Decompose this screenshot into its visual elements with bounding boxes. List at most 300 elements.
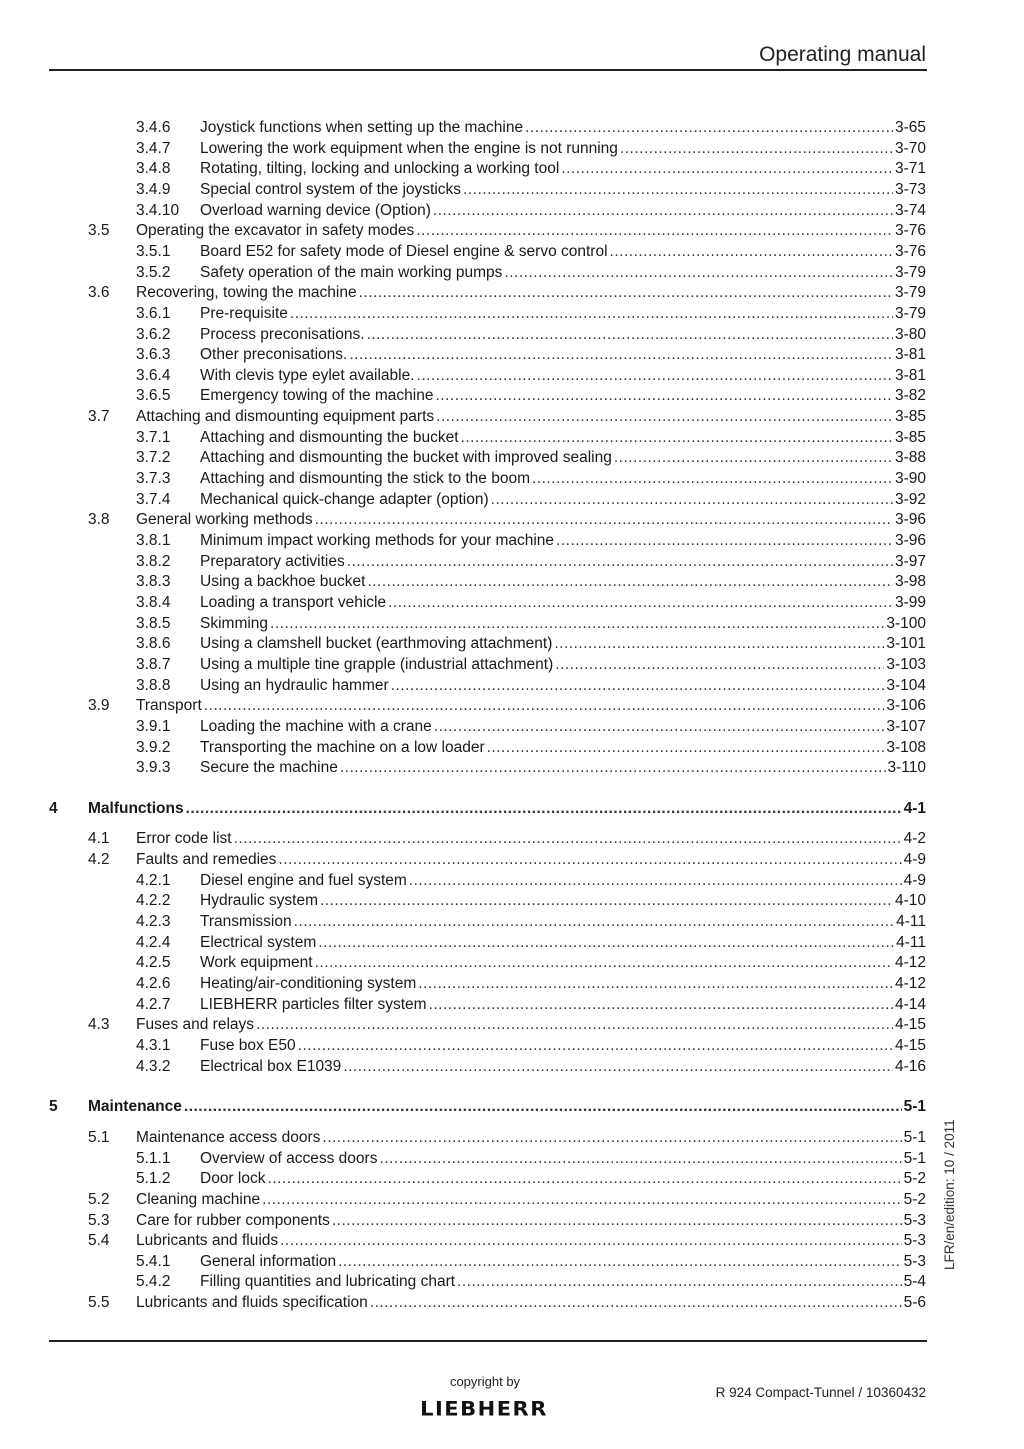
toc-page-number: 3-99 xyxy=(894,593,926,611)
toc-title: Board E52 for safety mode of Diesel engine & servo control xyxy=(200,242,608,260)
toc-entry-line xyxy=(200,366,926,386)
toc-title: Using an hydraulic hammer xyxy=(200,676,389,694)
dot-leader xyxy=(463,180,893,200)
toc-entry-line xyxy=(136,407,926,427)
dot-leader xyxy=(554,634,884,654)
dot-leader xyxy=(280,1231,901,1251)
toc-title: Maintenance access doors xyxy=(136,1128,321,1146)
toc-entry-line xyxy=(88,799,926,819)
document-id: R 924 Compact-Tunnel / 10360432 xyxy=(715,1385,926,1400)
dot-leader xyxy=(491,490,893,510)
toc-page-number: 3-101 xyxy=(886,635,926,653)
toc-entry[interactable] xyxy=(0,407,1024,427)
dot-leader xyxy=(620,139,893,159)
toc-entry-line xyxy=(200,1252,926,1272)
toc-title: Emergency towing of the machine xyxy=(200,387,434,405)
toc-number: 3.9 xyxy=(88,697,110,715)
toc-title: Faults and remedies xyxy=(136,851,277,869)
dot-leader xyxy=(349,345,893,365)
toc-page-number: 3-70 xyxy=(894,139,926,157)
toc-page-number: 5-1 xyxy=(903,1149,926,1167)
dot-leader xyxy=(332,1211,902,1231)
dot-leader xyxy=(359,283,893,303)
toc-page-number: 3-74 xyxy=(894,201,926,219)
toc-entry[interactable] xyxy=(0,510,1024,530)
footer-rule xyxy=(49,1340,927,1342)
toc-title: Pre-requisite xyxy=(200,304,288,322)
toc-title: General working methods xyxy=(136,511,313,529)
toc-page-number: 3-85 xyxy=(894,428,926,446)
toc-entry[interactable] xyxy=(0,531,1024,551)
toc-number: 4.2.5 xyxy=(136,954,171,972)
toc-entry-line xyxy=(200,1272,926,1292)
toc-title: Safety operation of the main working pumps xyxy=(200,263,503,281)
toc-page-number: 3-79 xyxy=(894,263,926,281)
toc-page-number: 5-1 xyxy=(903,1128,926,1146)
toc-page-number: 3-110 xyxy=(887,759,926,777)
toc-title: Lowering the work equipment when the engine is not running xyxy=(200,139,618,157)
toc-number: 3.7.2 xyxy=(136,449,171,467)
dot-leader xyxy=(457,1272,902,1292)
page-header-title: Operating manual xyxy=(759,43,926,66)
toc-title: Diesel engine and fuel system xyxy=(200,871,407,889)
toc-entry[interactable] xyxy=(0,572,1024,592)
toc-chapter[interactable] xyxy=(0,1097,1024,1117)
toc-entry[interactable] xyxy=(0,490,1024,510)
toc-page-number: 4-12 xyxy=(894,975,926,992)
toc-number: 3.9.3 xyxy=(136,759,171,777)
toc-entry[interactable] xyxy=(0,448,1024,468)
toc-number: 3.8.6 xyxy=(136,635,171,653)
toc-page-number: 4-10 xyxy=(894,892,926,910)
dot-leader xyxy=(234,829,902,849)
toc-entry-line xyxy=(136,283,926,303)
toc-number: 3.8.3 xyxy=(136,573,171,591)
toc-entry-line xyxy=(136,696,926,716)
toc-number: 4.2.2 xyxy=(136,892,171,910)
toc-entry-line xyxy=(200,386,926,406)
toc-page-number: 3-65 xyxy=(894,119,926,136)
dot-leader xyxy=(278,850,901,870)
toc-page-number: 5-4 xyxy=(903,1273,926,1291)
toc-page-number: 4-15 xyxy=(894,1036,926,1054)
toc-entry-line xyxy=(136,1231,926,1251)
toc-title: Error code list xyxy=(136,830,232,848)
toc-entry[interactable] xyxy=(0,263,1024,283)
toc-title: Using a clamshell bucket (earthmoving attachment) xyxy=(200,635,553,653)
dot-leader xyxy=(436,407,893,427)
toc-title: Using a backhoe bucket xyxy=(200,573,366,591)
toc-entry[interactable] xyxy=(0,850,1024,870)
toc-entry[interactable] xyxy=(0,1211,1024,1231)
toc-entry[interactable] xyxy=(0,871,1024,891)
toc-number: 5.1.2 xyxy=(136,1170,171,1188)
toc-page-number: 3-100 xyxy=(886,614,926,632)
toc-entry[interactable] xyxy=(0,159,1024,179)
toc-number: 3.7.4 xyxy=(136,490,171,508)
dot-leader xyxy=(347,552,893,572)
logo-wordmark: LIEBHERR xyxy=(420,1397,548,1421)
toc-title: LIEBHERR particles filter system xyxy=(200,995,427,1013)
toc-page-number: 3-107 xyxy=(886,717,926,735)
toc-page-number: 5-2 xyxy=(903,1170,926,1188)
toc-page-number: 5-2 xyxy=(903,1190,926,1208)
toc-page-number: 3-103 xyxy=(886,655,926,673)
toc-title: Special control system of the joysticks xyxy=(200,180,462,198)
toc-entry[interactable] xyxy=(0,1169,1024,1189)
toc-number: 3.8.8 xyxy=(136,676,171,694)
toc-title: Using a multiple tine grapple (industrial attachment) xyxy=(200,655,554,673)
toc-page-number: 3-106 xyxy=(886,697,926,715)
toc-entry-line xyxy=(200,634,926,654)
toc-title: Fuses and relays xyxy=(136,1016,255,1034)
dot-leader xyxy=(322,1128,901,1148)
toc-number: 3.6.4 xyxy=(136,366,171,384)
toc-title: Filling quantities and lubricating chart xyxy=(200,1273,456,1291)
dot-leader xyxy=(610,242,893,262)
toc-entry[interactable] xyxy=(0,829,1024,849)
dot-leader xyxy=(532,469,893,489)
toc-number: 3.7.3 xyxy=(136,470,171,488)
dot-leader xyxy=(417,366,893,386)
toc-entry-line xyxy=(136,1190,926,1210)
toc-page-number: 4-11 xyxy=(896,933,926,951)
toc-number: 4.1 xyxy=(88,830,110,848)
toc-entry[interactable] xyxy=(0,696,1024,716)
toc-title: Cleaning machine xyxy=(136,1190,261,1208)
toc-entry[interactable] xyxy=(0,912,1024,932)
toc-entry-line xyxy=(136,829,926,849)
toc-entry[interactable] xyxy=(0,1293,1024,1313)
toc-number: 5.2 xyxy=(88,1190,110,1208)
toc-entry[interactable] xyxy=(0,593,1024,613)
toc-page-number: 4-12 xyxy=(894,954,926,972)
toc-entry[interactable] xyxy=(0,366,1024,386)
toc-page-number: 3-88 xyxy=(894,449,926,467)
toc-title: Lubricants and fluids specification xyxy=(136,1294,368,1312)
dot-leader xyxy=(388,593,893,613)
toc-entry-line xyxy=(200,325,926,345)
dot-leader xyxy=(556,531,893,551)
toc-page-number: 3-80 xyxy=(894,325,926,343)
toc-title: Loading the machine with a crane xyxy=(200,717,432,735)
toc-page-number: 3-71 xyxy=(894,160,926,178)
toc-number: 5.1.1 xyxy=(136,1149,171,1167)
toc-page-number: 5-3 xyxy=(903,1211,926,1229)
toc-title: Work equipment xyxy=(200,954,313,972)
dot-leader xyxy=(391,676,885,696)
toc-title: Overload warning device (Option) xyxy=(200,201,431,219)
toc-entry-line xyxy=(200,448,926,468)
toc-number: 4.2.7 xyxy=(136,995,171,1013)
toc-page-number: 3-76 xyxy=(894,222,926,240)
toc-entry[interactable] xyxy=(0,1057,1024,1077)
toc-page-number: 3-92 xyxy=(894,490,926,508)
toc-entry[interactable] xyxy=(0,1149,1024,1169)
toc-page-number: 3-90 xyxy=(894,470,926,488)
toc-entry-line xyxy=(200,738,926,758)
toc-number: 5.4.2 xyxy=(136,1273,171,1291)
toc-entry-line xyxy=(136,1128,926,1148)
toc-title: Malfunctions xyxy=(88,799,184,817)
edition-note: LFR/en/edition: 10 / 2011 xyxy=(942,1119,957,1270)
toc-page-number: 5-3 xyxy=(903,1232,926,1250)
toc-entry-line xyxy=(200,1036,926,1056)
toc-page-number: 4-15 xyxy=(894,1016,926,1034)
toc-entry-line xyxy=(200,428,926,448)
toc-entry[interactable] xyxy=(0,345,1024,365)
toc-title: Loading a transport vehicle xyxy=(200,593,387,611)
toc-entry-line xyxy=(88,1097,926,1117)
dot-leader xyxy=(315,510,893,530)
toc-entry[interactable] xyxy=(0,1190,1024,1210)
dot-leader xyxy=(555,655,884,675)
dot-leader xyxy=(379,1149,901,1169)
toc-page-number: 3-96 xyxy=(894,532,926,549)
toc-number: 3.5 xyxy=(88,222,110,240)
toc-page-number: 3-104 xyxy=(886,676,926,694)
toc-number: 3.6.1 xyxy=(136,304,171,322)
toc-entry[interactable] xyxy=(0,242,1024,262)
toc-entry-line xyxy=(200,593,926,613)
toc-title: Door lock xyxy=(200,1170,266,1188)
toc-number: 5.5 xyxy=(88,1294,110,1312)
toc-entry-line xyxy=(200,676,926,696)
toc-number: 4.3.1 xyxy=(136,1036,171,1054)
toc-number: 3.6.5 xyxy=(136,387,171,405)
toc-number: 3.7.1 xyxy=(136,428,171,446)
toc-entry[interactable] xyxy=(0,933,1024,953)
dot-leader xyxy=(340,758,886,778)
toc-number: 3.5.2 xyxy=(136,263,171,281)
dot-leader xyxy=(487,738,885,758)
toc-page-number: 4-9 xyxy=(903,851,926,869)
dot-leader xyxy=(270,614,884,634)
dot-leader xyxy=(367,572,893,592)
toc-number: 5 xyxy=(49,1098,58,1116)
dot-leader xyxy=(561,159,893,179)
toc-entry-line xyxy=(200,655,926,675)
toc-entry-line xyxy=(136,221,926,241)
toc-title: Electrical box E1039 xyxy=(200,1057,342,1075)
toc-entry[interactable] xyxy=(0,552,1024,572)
toc-title: Skimming xyxy=(200,614,269,632)
dot-leader xyxy=(367,325,893,345)
toc-entry[interactable] xyxy=(0,891,1024,911)
dot-leader xyxy=(434,717,885,737)
toc-number: 3.9.2 xyxy=(136,738,171,756)
toc-page-number: 3-81 xyxy=(894,366,926,384)
toc-number: 5.1 xyxy=(88,1128,110,1146)
copyright-label: copyright by xyxy=(449,1374,521,1389)
dot-leader xyxy=(294,912,895,932)
toc-title: Heating/air-conditioning system xyxy=(200,975,417,992)
dot-leader xyxy=(461,428,893,448)
toc-title: With clevis type eylet available. xyxy=(200,366,415,384)
dot-leader xyxy=(370,1293,902,1313)
toc-entry-line xyxy=(200,159,926,179)
toc-title: Hydraulic system xyxy=(200,892,318,910)
toc-number: 4 xyxy=(49,799,58,817)
toc-page-number: 3-81 xyxy=(894,346,926,364)
toc-entry[interactable] xyxy=(0,325,1024,345)
toc-entry[interactable] xyxy=(0,717,1024,737)
toc-entry[interactable] xyxy=(0,201,1024,221)
toc-entry-line xyxy=(200,139,926,159)
dot-leader xyxy=(418,974,893,994)
toc-page-number: 3-79 xyxy=(894,284,926,302)
toc-entry-line xyxy=(200,201,926,221)
toc-entry-line xyxy=(200,490,926,510)
toc-title: Transporting the machine on a low loader xyxy=(200,738,485,756)
toc-number: 4.3 xyxy=(88,1016,110,1034)
toc-entry-line xyxy=(200,263,926,283)
toc-number: 3.8.4 xyxy=(136,593,171,611)
toc-entry-line xyxy=(200,469,926,489)
toc-page-number: 4-1 xyxy=(903,799,926,817)
header-rule xyxy=(49,69,927,71)
toc-page-number: 5-1 xyxy=(903,1098,926,1116)
toc-title: Recovering, towing the machine xyxy=(136,284,357,302)
toc-entry-line xyxy=(136,1211,926,1231)
liebherr-logo xyxy=(403,1398,565,1420)
dot-leader xyxy=(433,201,893,221)
toc-page-number: 3-73 xyxy=(894,180,926,198)
toc-page-number: 3-79 xyxy=(894,304,926,322)
toc-number: 3.4.9 xyxy=(136,180,171,198)
toc-entry[interactable] xyxy=(0,1036,1024,1056)
toc-entry-line xyxy=(200,242,926,262)
toc-entry[interactable] xyxy=(0,386,1024,406)
toc-number: 3.9.1 xyxy=(136,717,171,735)
toc-number: 3.6.3 xyxy=(136,346,171,364)
toc-entry-line xyxy=(200,1169,926,1189)
toc-page-number: 3-97 xyxy=(894,552,926,570)
toc-page-number: 3-98 xyxy=(894,573,926,591)
toc-number: 3.6.2 xyxy=(136,325,171,343)
dot-leader xyxy=(256,1015,893,1035)
toc-page-number: 3-96 xyxy=(894,511,926,529)
dot-leader xyxy=(262,1190,902,1210)
toc-entry[interactable] xyxy=(0,953,1024,973)
toc-number: 4.2.4 xyxy=(136,933,171,951)
toc-page-number: 4-11 xyxy=(896,913,926,931)
toc-title: General information xyxy=(200,1252,337,1270)
toc-entry[interactable] xyxy=(0,758,1024,778)
dot-leader xyxy=(429,995,893,1015)
toc-title: Attaching and dismounting the bucket xyxy=(200,428,459,446)
toc-entry[interactable] xyxy=(0,180,1024,200)
toc-entry[interactable] xyxy=(0,995,1024,1015)
toc-entry-line xyxy=(136,1015,926,1035)
toc-page-number: 4-16 xyxy=(894,1057,926,1075)
toc-number: 3.4.7 xyxy=(136,139,171,157)
toc-number: 3.4.10 xyxy=(136,201,180,219)
toc-number: 4.2.6 xyxy=(136,975,171,992)
toc-number: 3.7 xyxy=(88,408,110,426)
toc-number: 4.2.3 xyxy=(136,913,171,931)
toc-number: 3.4.6 xyxy=(136,119,171,136)
dot-leader xyxy=(435,386,892,406)
toc-entry[interactable] xyxy=(0,304,1024,324)
dot-leader xyxy=(343,1057,893,1077)
toc-entry[interactable] xyxy=(0,676,1024,696)
toc-entry[interactable] xyxy=(0,974,1024,994)
toc-entry-line xyxy=(200,118,926,138)
toc-number: 4.2 xyxy=(88,851,110,869)
toc-entry[interactable] xyxy=(0,118,1024,138)
toc-entry[interactable] xyxy=(0,469,1024,489)
toc-number: 3.8.1 xyxy=(136,532,171,549)
toc-entry[interactable] xyxy=(0,655,1024,675)
toc-entry[interactable] xyxy=(0,283,1024,303)
toc-entry[interactable] xyxy=(0,738,1024,758)
toc-entry-line xyxy=(200,1057,926,1077)
toc-entry-line xyxy=(136,510,926,530)
toc-chapter[interactable] xyxy=(0,799,1024,819)
toc-entry-line xyxy=(200,345,926,365)
toc-entry[interactable] xyxy=(0,1015,1024,1035)
toc-title: Mechanical quick-change adapter (option) xyxy=(200,490,489,508)
toc-title: Preparatory activities xyxy=(200,552,345,570)
toc-entry[interactable] xyxy=(0,634,1024,654)
toc-entry-line xyxy=(200,871,926,891)
toc-title: Overview of access doors xyxy=(200,1149,378,1167)
toc-title: Joystick functions when setting up the machine xyxy=(200,119,524,136)
dot-leader xyxy=(204,696,885,716)
dot-leader xyxy=(267,1169,901,1189)
toc-entry-line xyxy=(200,974,926,994)
toc-entry[interactable] xyxy=(0,428,1024,448)
toc-entry[interactable] xyxy=(0,1231,1024,1251)
toc-title: Electrical system xyxy=(200,933,317,951)
toc-entry-line xyxy=(200,531,926,551)
toc-number: 5.4.1 xyxy=(136,1252,171,1270)
dot-leader xyxy=(318,933,894,953)
toc-number: 3.4.8 xyxy=(136,160,171,178)
dot-leader xyxy=(338,1252,901,1272)
dot-leader xyxy=(504,263,893,283)
toc-title: Care for rubber components xyxy=(136,1211,330,1229)
toc-page-number: 3-76 xyxy=(894,242,926,260)
toc-number: 3.5.1 xyxy=(136,242,171,260)
toc-entry[interactable] xyxy=(0,139,1024,159)
toc-title: Lubricants and fluids xyxy=(136,1232,279,1250)
toc-title: Rotating, tilting, locking and unlocking a working tool xyxy=(200,160,560,178)
toc-entry[interactable] xyxy=(0,1272,1024,1292)
dot-leader xyxy=(184,1097,902,1117)
toc-entry[interactable] xyxy=(0,1128,1024,1148)
toc-entry-line xyxy=(200,995,926,1015)
toc-title: Transmission xyxy=(200,913,292,931)
toc-title: Process preconisations. xyxy=(200,325,365,343)
toc-entry[interactable] xyxy=(0,1252,1024,1272)
toc-entry[interactable] xyxy=(0,221,1024,241)
toc-number: 4.2.1 xyxy=(136,871,171,889)
toc-number: 3.8.7 xyxy=(136,655,171,673)
toc-page-number: 3-85 xyxy=(894,408,926,426)
toc-title: Other preconisations. xyxy=(200,346,348,364)
dot-leader xyxy=(416,221,893,241)
toc-entry-line xyxy=(200,953,926,973)
toc-entry[interactable] xyxy=(0,614,1024,634)
toc-title: Fuse box E50 xyxy=(200,1036,296,1054)
dot-leader xyxy=(525,118,893,138)
toc-number: 5.4 xyxy=(88,1232,110,1250)
dot-leader xyxy=(290,304,893,324)
toc-page-number: 4-14 xyxy=(894,995,926,1013)
toc-entry-line xyxy=(200,912,926,932)
